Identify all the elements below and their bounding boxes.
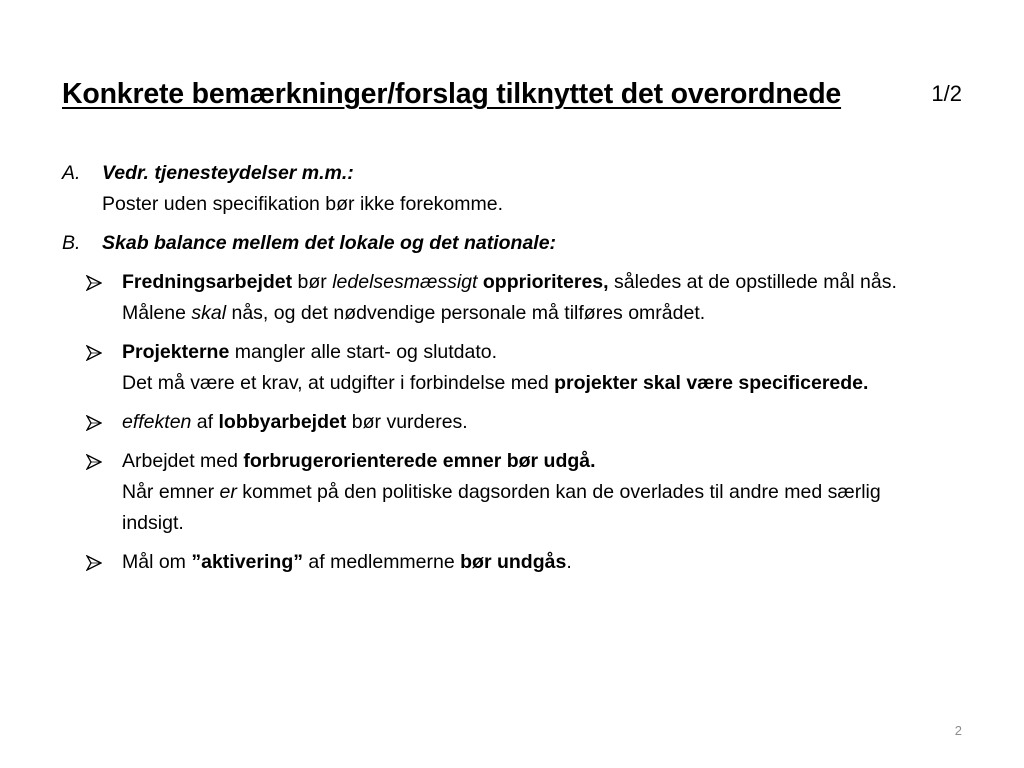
bullet-text xyxy=(122,547,962,578)
bullet-line xyxy=(122,368,942,399)
text: Målene xyxy=(122,302,192,324)
section-a-text: Poster uden specifikation bør ikke forekomme. xyxy=(102,193,504,215)
italic-text: er xyxy=(219,481,237,503)
bullet-list xyxy=(62,267,962,578)
text: . xyxy=(566,551,572,573)
section-b xyxy=(62,228,962,259)
arrowhead-bullet-icon xyxy=(62,547,122,578)
bullet-text xyxy=(122,337,962,399)
bullet-line xyxy=(122,547,942,578)
slide-content xyxy=(62,158,962,586)
arrowhead-bullet-icon xyxy=(62,267,122,329)
bullet-line xyxy=(122,298,942,329)
list-item xyxy=(62,547,962,578)
text: af xyxy=(191,411,219,433)
slide-title: Konkrete bemærkninger/forslag tilknyttet det overordnede xyxy=(62,78,842,110)
arrowhead-bullet-icon xyxy=(62,407,122,438)
section-a xyxy=(62,158,962,220)
text: Arbejdet med xyxy=(122,450,244,472)
arrowhead-bullet-icon xyxy=(62,337,122,399)
section-b-body xyxy=(102,228,962,259)
text: nås, og det nødvendige personale må tilføres området. xyxy=(226,302,706,324)
bullet-line xyxy=(122,446,942,477)
section-a-heading: Vedr. tjenesteydelser m.m.: xyxy=(102,162,354,184)
bullet-text xyxy=(122,267,962,329)
text: således at de opstillede mål nås. xyxy=(608,271,897,293)
bold-text: Projekterne xyxy=(122,341,230,363)
bullet-text xyxy=(122,407,962,438)
bullet-line xyxy=(122,267,942,298)
list-item xyxy=(62,267,962,329)
text: Det må være et krav, at udgifter i forbindelse med xyxy=(122,372,555,394)
italic-text: ledelsesmæssigt xyxy=(332,271,478,293)
bold-text: projekter skal være specificerede. xyxy=(554,372,869,394)
title-row xyxy=(62,78,962,118)
bold-text: bør undgås xyxy=(460,551,567,573)
italic-text: effekten xyxy=(122,411,192,433)
bullet-line xyxy=(122,337,942,368)
text: bør xyxy=(292,271,333,293)
text: Mål om xyxy=(122,551,192,573)
section-b-letter: B. xyxy=(62,232,81,254)
section-a-body xyxy=(102,158,962,220)
bold-text: ”aktivering” xyxy=(191,551,303,573)
arrowhead-bullet-icon xyxy=(62,446,122,539)
italic-text: skal xyxy=(191,302,227,324)
bold-text: Fredningsarbejdet xyxy=(122,271,293,293)
list-item xyxy=(62,407,962,438)
bullet-line xyxy=(122,407,942,438)
text: kommet på den politiske dagsorden kan de overlades til andre med særlig indsigt. xyxy=(122,481,881,534)
list-item xyxy=(62,446,962,539)
bold-text: forbrugerorienterede emner bør udgå. xyxy=(243,450,596,472)
list-item xyxy=(62,337,962,399)
bullet-text xyxy=(122,446,962,539)
bold-text: opprioriteres, xyxy=(482,271,609,293)
section-b-heading: Skab balance mellem det lokale og det nationale: xyxy=(102,232,557,254)
page-fraction: 1/2 xyxy=(931,81,962,106)
bold-text: lobbyarbejdet xyxy=(218,411,347,433)
slide-number: 2 xyxy=(954,723,962,738)
text: mangler alle start- og slutdato. xyxy=(229,341,498,363)
text: Når emner xyxy=(122,481,220,503)
text: bør vurderes. xyxy=(346,411,468,433)
text: af medlemmerne xyxy=(302,551,461,573)
section-a-letter: A. xyxy=(62,162,81,184)
bullet-line xyxy=(122,477,942,539)
